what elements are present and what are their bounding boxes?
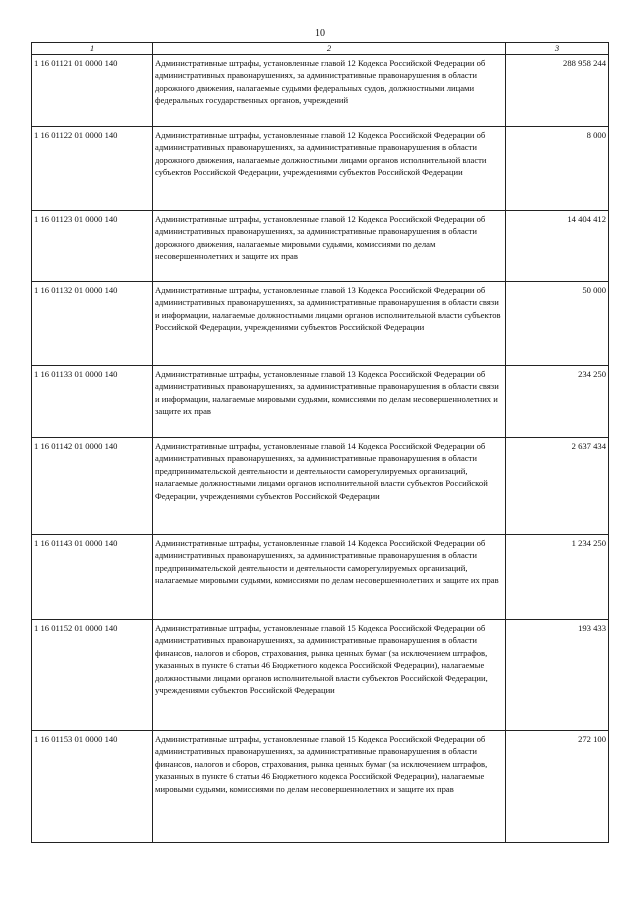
revenue-description: Административные штрафы, установленные главой 13 Кодекса Российской Федерации об административных правонарушениях, за административные правонарушения в области связи и информации, налагаемые должностными лицами органов исполнительной власти субъектов Российской Федерации, учреждениями субъектов Российской Федерации bbox=[153, 282, 506, 366]
revenue-code: 1 16 01143 01 0000 140 bbox=[32, 535, 153, 620]
revenue-description: Административные штрафы, установленные главой 12 Кодекса Российской Федерации об административных правонарушениях, за административные правонарушения в области дорожного движения, налагаемые должностными лицами органов исполнительной власти субъектов Российской Федерации, учреждениями субъектов Российской Федерации bbox=[153, 127, 506, 211]
column-header-description: 2 bbox=[153, 43, 506, 55]
revenue-code: 1 16 01153 01 0000 140 bbox=[32, 731, 153, 843]
revenue-code: 1 16 01121 01 0000 140 bbox=[32, 55, 153, 127]
page-number: 10 bbox=[315, 28, 325, 39]
table-row bbox=[32, 620, 609, 731]
revenue-code: 1 16 01122 01 0000 140 bbox=[32, 127, 153, 211]
revenue-amount: 8 000 bbox=[506, 127, 609, 211]
revenue-description: Административные штрафы, установленные главой 13 Кодекса Российской Федерации об административных правонарушениях, за административные правонарушения в области связи и информации, налагаемые мировыми судьями, комиссиями по делам несовершеннолетних и защите их прав bbox=[153, 366, 506, 438]
table-header-row bbox=[32, 43, 609, 55]
revenue-amount: 193 433 bbox=[506, 620, 609, 731]
revenue-description: Административные штрафы, установленные главой 15 Кодекса Российской Федерации об административных правонарушениях, за административные правонарушения в области финансов, налогов и сборов, страхования, рынка ценных бумаг (за исключением штрафов, указанных в пункте 6 статьи 46 Бюджетного кодекса Российской Федерации), налагаемые должностными лицами органов исполнительной власти субъектов Российской Федерации, учреждениями субъектов Российской Федерации bbox=[153, 620, 506, 731]
revenue-amount: 1 234 250 bbox=[506, 535, 609, 620]
table-row bbox=[32, 282, 609, 366]
revenue-amount: 14 404 412 bbox=[506, 211, 609, 282]
table-row bbox=[32, 366, 609, 438]
revenue-description: Административные штрафы, установленные главой 14 Кодекса Российской Федерации об административных правонарушениях, за административные правонарушения в области предпринимательской деятельности и деятельности саморегулируемых организаций, налагаемые мировыми судьями, комиссиями по делам несовершеннолетних и защите их прав bbox=[153, 535, 506, 620]
revenue-description: Административные штрафы, установленные главой 14 Кодекса Российской Федерации об административных правонарушениях, за административные правонарушения в области предпринимательской деятельности и деятельности саморегулируемых организаций, налагаемые должностными лицами органов исполнительной власти субъектов Российской Федерации, учреждениями субъектов Российской Федерации bbox=[153, 438, 506, 535]
table-row bbox=[32, 211, 609, 282]
table-row bbox=[32, 55, 609, 127]
revenue-code: 1 16 01123 01 0000 140 bbox=[32, 211, 153, 282]
revenue-description: Административные штрафы, установленные главой 12 Кодекса Российской Федерации об административных правонарушениях, за административные правонарушения в области дорожного движения, налагаемые судьями федеральных судов, должностными лицами федеральных государственных органов, учреждений bbox=[153, 55, 506, 127]
revenue-code: 1 16 01142 01 0000 140 bbox=[32, 438, 153, 535]
revenue-code: 1 16 01133 01 0000 140 bbox=[32, 366, 153, 438]
revenue-description: Административные штрафы, установленные главой 12 Кодекса Российской Федерации об административных правонарушениях, за административные правонарушения в области дорожного движения, налагаемые мировыми судьями, комиссиями по делам несовершеннолетних и защите их прав bbox=[153, 211, 506, 282]
revenue-amount: 50 000 bbox=[506, 282, 609, 366]
revenue-amount: 272 100 bbox=[506, 731, 609, 843]
budget-revenue-table bbox=[31, 42, 609, 843]
revenue-description: Административные штрафы, установленные главой 15 Кодекса Российской Федерации об административных правонарушениях, за административные правонарушения в области финансов, налогов и сборов, страхования, рынка ценных бумаг (за исключением штрафов, указанных в пункте 6 статьи 46 Бюджетного кодекса Российской Федерации), налагаемые мировыми судьями, комиссиями по делам несовершеннолетних и защите их прав bbox=[153, 731, 506, 843]
revenue-amount: 234 250 bbox=[506, 366, 609, 438]
table-row bbox=[32, 731, 609, 843]
revenue-amount: 288 958 244 bbox=[506, 55, 609, 127]
column-header-code: 1 bbox=[32, 43, 153, 55]
column-header-amount: 3 bbox=[506, 43, 609, 55]
revenue-code: 1 16 01132 01 0000 140 bbox=[32, 282, 153, 366]
table-row bbox=[32, 535, 609, 620]
revenue-code: 1 16 01152 01 0000 140 bbox=[32, 620, 153, 731]
revenue-amount: 2 637 434 bbox=[506, 438, 609, 535]
table-row bbox=[32, 438, 609, 535]
table-row bbox=[32, 127, 609, 211]
